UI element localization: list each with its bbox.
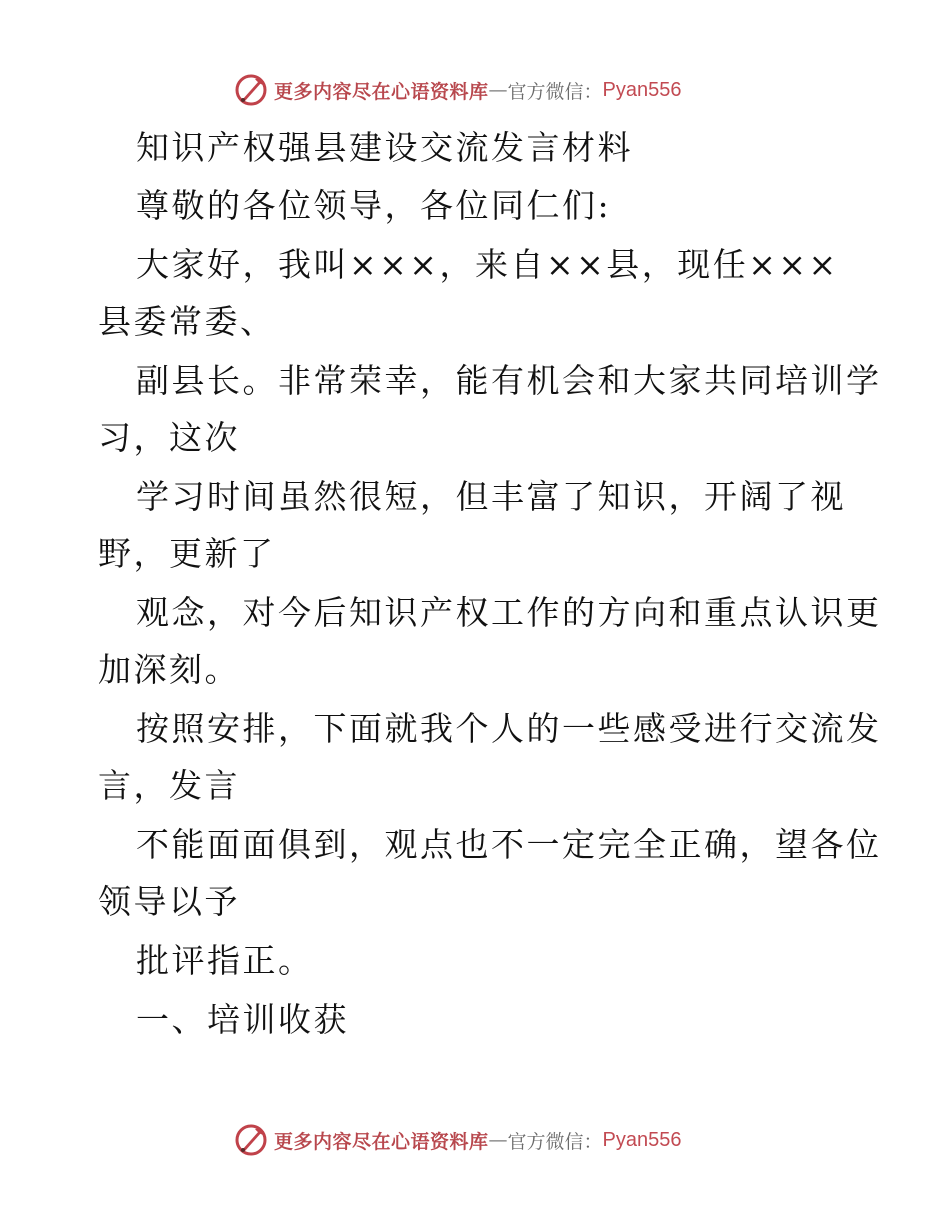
paragraph-line: 领导以予	[98, 882, 240, 921]
paragraph-line: 野，更新了	[98, 534, 276, 573]
salutation-line: 尊敬的各位领导，各位同仁们:	[136, 186, 612, 225]
watermark-wechat-label: 官方微信：	[507, 1130, 603, 1153]
header-watermark-banner	[234, 70, 682, 110]
paragraph-line: 学习时间虽然很短，但丰富了知识，开阔了视	[136, 477, 846, 516]
watermark-separator: —	[488, 1129, 508, 1151]
paragraph-line: 言，发言	[98, 766, 240, 805]
paragraph-line: 副县长。非常荣幸，能有机会和大家共同培训学	[136, 361, 882, 400]
document-title: 知识产权强县建设交流发言材料	[136, 128, 633, 167]
watermark-wechat-id: Pyan556	[602, 1128, 682, 1151]
paragraph-line: 加深刻。	[98, 650, 240, 689]
paragraph-line: 按照安排，下面就我个人的一些感受进行交流发	[136, 709, 882, 748]
paragraph-line: 批评指正。	[136, 941, 314, 980]
paragraph-line: 观念，对今后知识产权工作的方向和重点认识更	[136, 593, 882, 632]
watermark-site-text: 更多内容尽在心语资料库	[274, 80, 489, 103]
quill-pen-logo-icon	[234, 73, 268, 107]
paragraph-line: 大家好，我叫×××，来自××县，现任×××	[136, 245, 839, 284]
paragraph-line: 县委常委、	[98, 302, 276, 341]
paragraph-line: 习，这次	[98, 418, 240, 457]
watermark-separator: —	[488, 79, 508, 101]
paragraph-line: 不能面面俱到，观点也不一定完全正确，望各位	[136, 825, 882, 864]
quill-pen-logo-icon	[234, 1123, 268, 1157]
watermark-wechat-id: Pyan556	[602, 78, 682, 101]
section-heading: 一、培训收获	[136, 1000, 349, 1039]
footer-watermark-banner	[234, 1120, 682, 1160]
watermark-wechat-label: 官方微信：	[507, 80, 603, 103]
watermark-site-text: 更多内容尽在心语资料库	[274, 1130, 489, 1153]
